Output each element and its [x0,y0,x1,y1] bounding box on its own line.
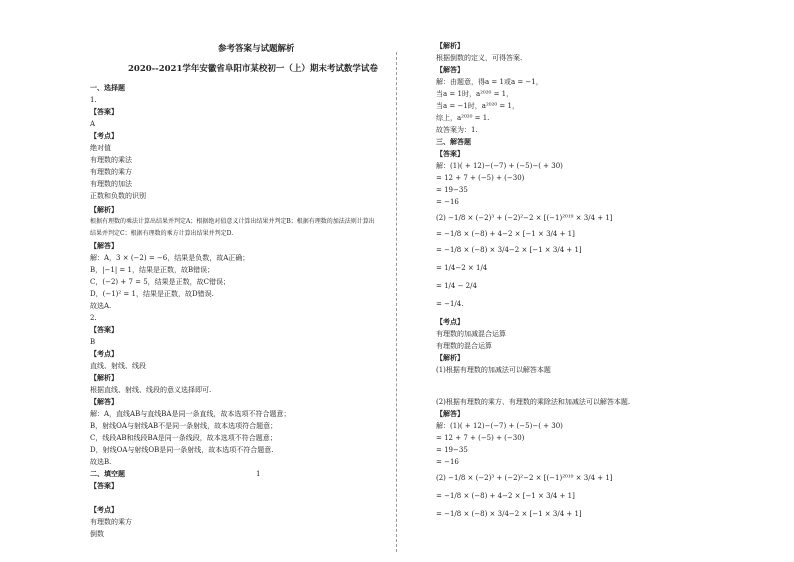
topic-item: 有理数的混合运算 [436,342,492,350]
analysis-text: 根据有理数的乘法计算出结果并判定A；根据绝对值意义计算出结果并判定B；根据有理数的加法法则计算出 [90,218,375,225]
question-number: 1. [90,96,97,104]
answer-label: 【答案】 [90,325,118,334]
section-heading: 二、填空题 [90,469,125,478]
topic-item: 倒数 [90,530,104,538]
question-number: 2. [90,314,97,322]
solution-line: 解：A，3 × (−2) = −6，结果是负数，故A正确； [90,254,250,262]
analysis-label: 【解析】 [436,353,464,362]
solution-label: 【解答】 [436,65,464,74]
topic-item: 有理数的加减混合运算 [436,330,506,338]
math-line: = −1/8 × (−8) × 3/4−2 × [−1 × 3/4 + 1] [436,246,582,254]
solution-line: 故答案为：1. [436,126,478,134]
topic-item: 有理数的加法 [90,180,132,188]
solution-line: 故选A. [90,302,112,310]
analysis-label: 【解析】 [90,205,118,214]
solution-line: 综上，a²⁰²⁰ = 1. [436,114,490,122]
section-heading: 一、选择题 [90,83,125,92]
topic-item: 正数和负数的识别 [90,192,146,200]
math-line: = −16 [436,198,459,206]
page-number: 1 [256,470,261,478]
topic-item: 直线、射线、线段 [90,362,146,370]
answer-label: 【答案】 [90,481,118,490]
math-line: = −1/4. [436,300,464,308]
solution-label: 【解答】 [436,409,464,418]
topic-item: 有理数的乘方 [90,518,132,526]
math-line: = 12 + 7 + (−5) + (−30) [436,434,525,442]
topic-label: 【考点】 [90,349,118,358]
math-line: = −1/8 × (−8) + 4−2 × [−1 × 3/4 + 1] [436,492,575,500]
analysis-label: 【解析】 [436,41,464,50]
solution-label: 【解答】 [90,241,118,250]
solution-line: C，线段AB和线段BA是同一条线段，故本选项不符合题意； [90,434,277,442]
math-line: = 12 + 7 + (−5) + (−30) [436,174,525,182]
topic-label: 【考点】 [90,505,118,514]
solution-line: D，(−1)² = 1，结果是正数，故D错误. [90,290,214,298]
math-line: = 19−35 [436,446,468,454]
analysis-text: 根据倒数的定义，可得答案. [436,54,523,62]
section-heading: 三、解答题 [436,137,471,146]
math-line: = 1/4 − 2/4 [436,282,477,290]
solution-line: 当a = −1时，a²⁰²⁰ = 1， [436,102,519,110]
analysis-text: (2)根据有理数的乘方、有理数的乘除法和加减法可以解答本题. [436,398,631,406]
solution-label: 【解答】 [90,397,118,406]
math-line: = 1/4−2 × 1/4 [436,264,488,272]
solution-line: 解：由题意，得a = 1或a = −1， [436,78,543,86]
analysis-label: 【解析】 [90,373,118,382]
topic-label: 【考点】 [436,317,464,326]
math-line: = −1/8 × (−8) × 3/4−2 × [−1 × 3/4 + 1] [436,510,582,518]
math-line: = −16 [436,458,459,466]
solution-line: 解：A，直线AB与直线BA是同一条直线，故本选项不符合题意； [90,410,291,418]
solution-line: B，射线OA与射线AB不是同一条射线，故本选项符合题意； [90,422,278,430]
answer-label: 【答案】 [90,107,118,116]
solution-line: 当a = 1时，a²⁰²⁰ = 1， [436,90,514,98]
answer-value: B [90,338,96,346]
answer-label: 【答案】 [436,149,464,158]
math-line: = −1/8 × (−8) + 4−2 × [−1 × 3/4 + 1] [436,230,575,238]
answer-value: A [90,120,96,128]
topic-label: 【考点】 [90,131,118,140]
math-line: 解：(1)( + 12)−(−7) + (−5)−( + 30) [436,422,563,430]
solution-line: B，|−1| = 1，结果是正数，故B错误； [90,266,215,274]
math-line: = 19−35 [436,186,468,194]
math-line: (2) −1/8 × (−2)³ + (−2)²−2 × [(−1)²⁰¹⁹ × 3/4 + 1] [436,214,613,222]
math-line: 解：(1)( + 12)−(−7) + (−5)−( + 30) [436,162,563,170]
solution-line: D，射线OA与射线OB是同一条射线，故本选项不符合题意. [90,446,274,454]
analysis-text: 根据直线、射线、线段的意义选择即可. [90,386,212,394]
solution-line: 故选B. [90,458,112,466]
analysis-text: 结果并判定C；根据有理数的乘方计算出结果并判定D. [90,230,234,237]
topic-item: 绝对值 [90,144,111,152]
analysis-text: (1)根据有理数的加减法可以解答本题 [436,366,551,374]
column-divider [396,52,398,552]
answer-title: 参考答案与试题解析 [218,44,295,54]
solution-line: C，(−2) + 7 = 5，结果是正数，故C错误； [90,278,231,286]
math-line: (2) −1/8 × (−2)³ + (−2)²−2 × [(−1)²⁰¹⁹ × 3/4 + 1] [436,474,613,482]
exam-title: 2020--2021学年安徽省阜阳市某校初一（上）期末考试数学试卷 [128,64,378,74]
topic-item: 有理数的乘方 [90,168,132,176]
topic-item: 有理数的乘法 [90,156,132,164]
